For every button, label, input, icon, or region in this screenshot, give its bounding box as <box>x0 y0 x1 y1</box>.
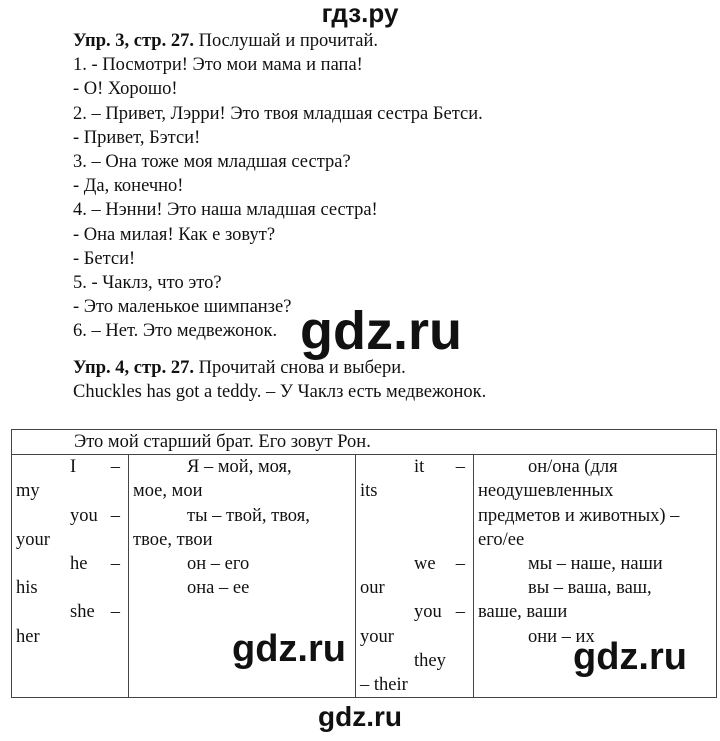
exercise-3 <box>73 29 483 344</box>
exercise-4-label: Упр. 4, стр. 27. <box>73 358 194 378</box>
dialogue-line: - Она милая! Как е зовут? <box>73 224 276 245</box>
watermark-middle: gdz.ru <box>300 301 462 361</box>
col-russian-2: он/она (для неодушевленных предметов и животных) – его/ее мы – наше, наши вы – ваша, ваш, ваше, ваши они – их <box>474 455 717 698</box>
dialogue-line: 5. - Чаклз, что это? <box>73 273 222 294</box>
dialogue-line: 4. – Нэнни! Это наша младшая сестра! <box>73 200 378 221</box>
dialogue-line: - Да, конечно! <box>73 176 184 197</box>
exercise-4 <box>73 356 486 404</box>
watermark-table-right: gdz.ru <box>573 636 687 678</box>
col-russian-1: Я – мой, моя, мое, мои ты – твой, твоя, твое, твои он – его она – ее <box>129 455 356 698</box>
dialogue-line: 3. – Она тоже моя младшая сестра? <box>73 152 351 173</box>
col-english-1: I – my you – your he – his she – her <box>12 455 129 698</box>
dialogue-line: - О! Хорошо! <box>73 79 178 100</box>
exercise-4-instruction: Прочитай снова и выбери. <box>198 358 406 378</box>
dialogue-line: - Бетси! <box>73 248 136 269</box>
exercise-3-label: Упр. 3, стр. 27. <box>73 31 194 51</box>
table-header: Это мой старший брат. Его зовут Рон. <box>12 430 717 455</box>
dialogue-line: - Привет, Бэтси! <box>73 127 201 148</box>
watermark-bottom: gdz.ru <box>318 701 402 732</box>
dialogue-line: - Это маленькое шимпанзе? <box>73 297 292 318</box>
dialogue-line: 1. - Посмотри! Это мои мама и папа! <box>73 55 363 76</box>
exercise-4-heading <box>73 356 486 380</box>
watermark-top: гдз.ру <box>321 0 399 28</box>
exercise-3-heading <box>73 29 483 53</box>
col-english-2: it – its we – our you – your they – their <box>356 455 474 698</box>
dialogue-line: 2. – Привет, Лэрри! Это твоя младшая сестра Бетси. <box>73 103 483 124</box>
watermark-table-left: gdz.ru <box>232 628 346 670</box>
exercise-4-answer: Chuckles has got a teddy. – У Чаклз есть медвежонок. <box>73 382 487 403</box>
dialogue-line: 6. – Нет. Это медвежонок. <box>73 321 278 342</box>
table-header-row <box>12 430 717 455</box>
exercise-3-instruction: Послушай и прочитай. <box>198 31 379 51</box>
